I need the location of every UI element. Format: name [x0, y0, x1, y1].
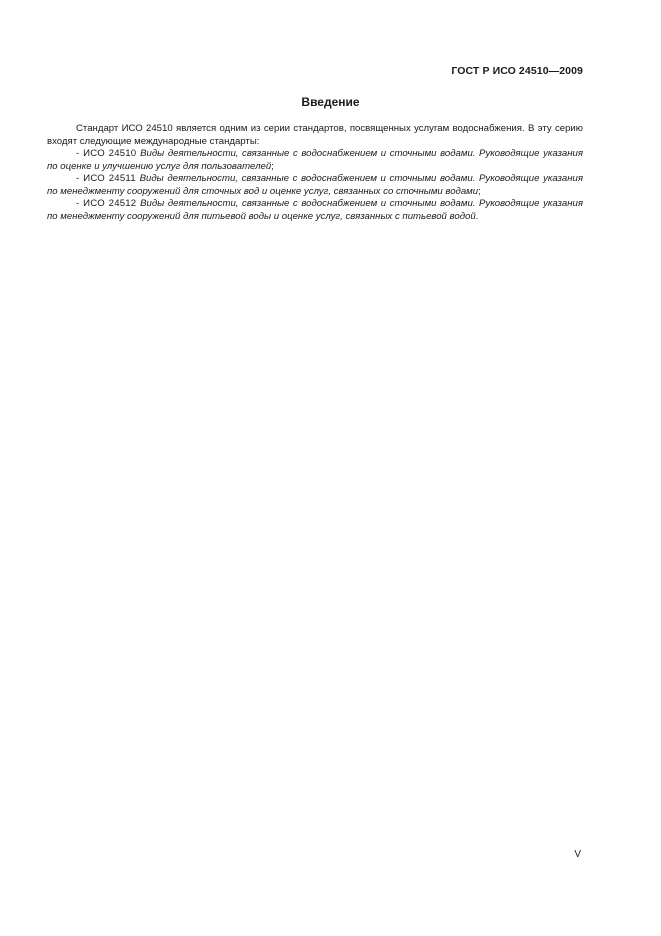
standard-item-24512: [47, 198, 583, 223]
standard-item-24511: [47, 173, 583, 198]
standard-item-title: Виды деятельности, связанные с водоснабжением и сточными водами. Руководящие указания по менеджменту сооружений для питьевой воды и оценке услуг, связанных с питьевой водой: [47, 198, 583, 222]
intro-line-1: Стандарт ИСО 24510 является одним из серии стандартов, посвященных услугам водоснабжения.: [76, 123, 525, 134]
standard-item-code: - ИСО 24510: [76, 148, 141, 159]
intro-paragraph: [47, 123, 583, 148]
standard-item-24510: [47, 148, 583, 173]
intro-line-2: В эту серию входят следующие международные стандарты:: [47, 123, 583, 147]
page-number: V: [574, 849, 581, 860]
document-code-header: ГОСТ Р ИСО 24510—2009: [451, 65, 583, 77]
standard-item-title: Виды деятельности, связанные с водоснабжением и сточными водами. Руководящие указания по оценке и улучшению услуг для пользователей: [47, 148, 583, 172]
standard-item-punct: ;: [478, 185, 481, 197]
standard-item-title: Виды деятельности, связанные с водоснабжением и сточными водами. Руководящие указания по менеджменту сооружений для сточных вод и оценке услуг, связанных со сточными водами: [47, 173, 583, 197]
introduction-body: [47, 123, 583, 223]
standard-item-code: - ИСО 24512: [76, 198, 141, 209]
section-title: Введение: [301, 95, 360, 109]
standard-item-punct: .: [475, 210, 479, 222]
standard-item-code: - ИСО 24511: [76, 173, 140, 184]
standard-item-punct: ;: [271, 160, 274, 172]
